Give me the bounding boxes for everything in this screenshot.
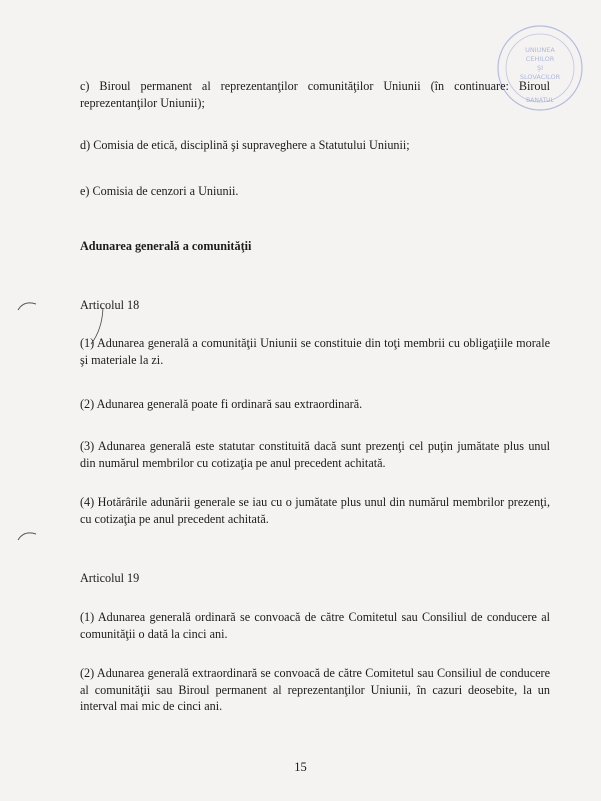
stamp-text-4: SLOVACILOR (519, 73, 561, 81)
article-18-title: Articolul 18 (80, 298, 140, 312)
list-item-c: c) Biroul permanent al reprezentanţilor comunităţilor Uniunii (în continuare: Biroul reprezentanţilor Uniunii); (80, 79, 550, 110)
list-item-d: d) Comisia de etică, disciplină şi supraveghere a Statutului Uniunii; (80, 138, 410, 152)
section-heading: Adunarea generală a comunităţii (80, 239, 252, 253)
article-19-paragraph-2: (2) Adunarea generală extraordinară se convoacă de către Comitetul sau Consiliul de conducere al comunităţii sau Biroul permanent al reprezentanţilor Uniunii, în cazuri deosebite, la un interval mai mic de cinci ani. (80, 666, 550, 713)
article-19-paragraph-1: (1) Adunarea generală ordinară se convoacă de către Comitetul sau Consiliul de conducere al comunităţii o dată la cinci ani. (80, 610, 550, 641)
list-item-e: e) Comisia de cenzori a Uniunii. (80, 184, 239, 198)
article-19-title: Articolul 19 (80, 571, 140, 585)
stamp-text-3: ŞI (536, 64, 544, 72)
hole-punch-mark-top (16, 298, 40, 314)
pen-stroke-mark (88, 306, 108, 348)
article-18-paragraph-1: (1) Adunarea generală a comunităţii Uniunii se constituie din toţi membrii cu obligaţiile morale şi materiale la zi. (80, 336, 550, 367)
stamp-text-2: CEHILOR (525, 55, 555, 63)
hole-punch-mark-bottom (16, 528, 40, 544)
page-number: 15 (294, 760, 307, 774)
stamp-text-1: UNIUNEA (525, 46, 555, 54)
article-18-paragraph-3: (3) Adunarea generală este statutar constituită dacă sunt prezenţi cel puţin jumătate plus unul din numărul membrilor cu cotizaţia pe anul precedent achitată. (80, 439, 550, 470)
stamp-text-5: BANATUL (526, 97, 554, 104)
article-18-paragraph-2: (2) Adunarea generală poate fi ordinară sau extraordinară. (80, 397, 363, 411)
article-18-paragraph-4: (4) Hotărârile adunării generale se iau cu o jumătate plus unul din numărul membrilor prezenţi, cu cotizaţia pe anul precedent achitată. (80, 495, 550, 526)
